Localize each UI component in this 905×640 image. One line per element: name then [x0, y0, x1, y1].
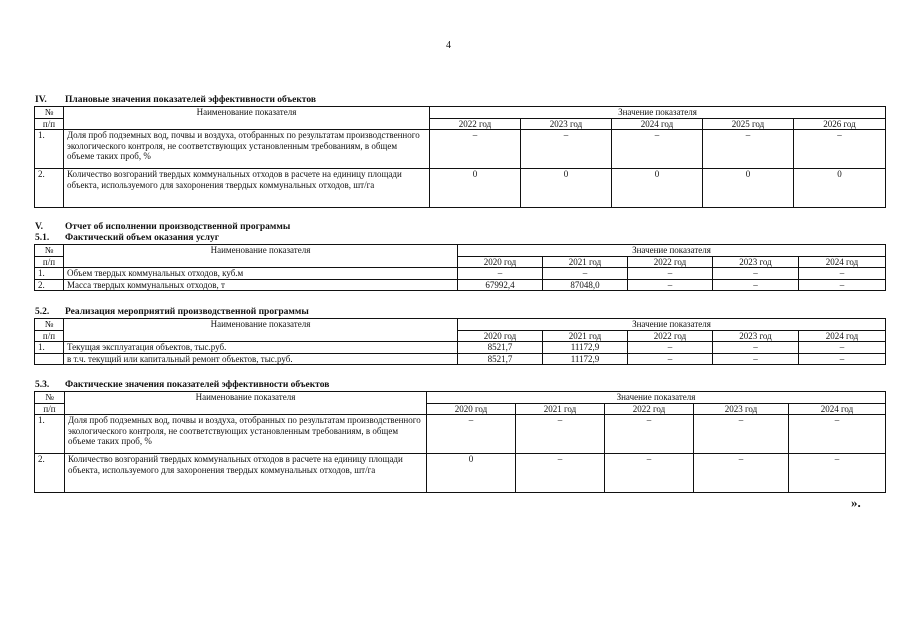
value-cell: – [799, 342, 886, 354]
header-no: № [35, 107, 64, 119]
value-cell: – [713, 268, 799, 280]
row-name: Масса твердых коммунальных отходов, т [64, 279, 458, 291]
value-cell: 11172,9 [543, 342, 628, 354]
header-year: 2021 год [543, 256, 628, 268]
section-5-3-heading [35, 380, 329, 390]
header-name: Наименование показателя [64, 319, 458, 342]
section-title: Реализация мероприятий производственной программы [65, 307, 309, 317]
value-cell: – [516, 454, 605, 493]
row-number: 1. [35, 342, 64, 354]
table-program-measures [34, 318, 886, 365]
header-year: 2020 год [458, 330, 543, 342]
row-number: 2. [35, 169, 64, 208]
value-cell: 87048,0 [543, 279, 628, 291]
table-actual-services [34, 244, 886, 291]
header-year: 2022 год [628, 256, 713, 268]
header-value: Значение показателя [458, 319, 886, 331]
value-cell: 0 [427, 454, 516, 493]
row-name: Количество возгораний твердых коммунальных отходов в расчете на единицу площади объекта, используемого для захоронения твердых коммунальных отходов, шт/га [64, 169, 430, 208]
value-cell: 0 [612, 169, 703, 208]
value-cell: 0 [430, 169, 521, 208]
table-row [35, 279, 886, 291]
value-cell: – [543, 268, 628, 280]
header-year: 2021 год [516, 403, 605, 415]
section-number: IV. [35, 95, 47, 105]
header-year: 2024 год [799, 256, 886, 268]
header-name: Наименование показателя [64, 107, 430, 130]
value-cell: – [713, 279, 799, 291]
header-no: № [35, 392, 65, 404]
header-year: 2023 год [694, 403, 789, 415]
row-number: 1. [35, 268, 64, 280]
value-cell: – [427, 415, 516, 454]
header-year: 2023 год [713, 256, 799, 268]
header-pp: п/п [35, 330, 64, 342]
closing-quote-mark: ». [851, 495, 861, 510]
value-cell: 8521,7 [458, 342, 543, 354]
value-cell: – [713, 353, 799, 365]
section-5-2-heading [35, 307, 309, 317]
row-name: Количество возгораний твердых коммунальных отходов в расчете на единицу площади объекта, используемого для захоронения твердых коммунальных отходов, шт/га [65, 454, 427, 493]
section-title: Фактические значения показателей эффективности объектов [65, 380, 330, 390]
header-year: 2023 год [713, 330, 799, 342]
row-number: 2. [35, 454, 65, 493]
value-cell: – [628, 342, 713, 354]
section-number: 5.2. [35, 307, 50, 317]
value-cell: 11172,9 [543, 353, 628, 365]
header-year: 2024 год [789, 403, 886, 415]
value-cell: 0 [703, 169, 794, 208]
row-name: Доля проб подземных вод, почвы и воздуха, отобранных по результатам производственного экологического контроля, не соответствующих установленным требованиям, в общем объеме таких проб, % [64, 130, 430, 169]
section-title: Фактический объем оказания услуг [65, 233, 220, 243]
value-cell: – [516, 415, 605, 454]
row-number: 1. [35, 415, 65, 454]
value-cell: – [605, 415, 694, 454]
row-name: в т.ч. текущий или капитальный ремонт объектов, тыс.руб. [64, 353, 458, 365]
header-value: Значение показателя [458, 245, 886, 257]
header-year: 2020 год [458, 256, 543, 268]
section-5-1-heading [35, 233, 219, 243]
header-pp: п/п [35, 403, 65, 415]
table-actual-efficiency [34, 391, 886, 493]
section-number: 5.3. [35, 380, 50, 390]
table-row [35, 454, 886, 493]
value-cell: – [628, 268, 713, 280]
header-name: Наименование показателя [64, 245, 458, 268]
section-number: 5.1. [35, 233, 50, 243]
header-year: 2023 год [521, 118, 612, 130]
header-name: Наименование показателя [65, 392, 427, 415]
value-cell: – [789, 415, 886, 454]
header-year: 2024 год [612, 118, 703, 130]
section-title: Отчет об исполнении производственной программы [65, 222, 291, 232]
row-name: Текущая эксплуатация объектов, тыс.руб. [64, 342, 458, 354]
value-cell: – [612, 130, 703, 169]
row-name: Объем твердых коммунальных отходов, куб.м [64, 268, 458, 280]
header-year: 2021 год [543, 330, 628, 342]
value-cell: 67992,4 [458, 279, 543, 291]
header-year: 2024 год [799, 330, 886, 342]
value-cell: – [703, 130, 794, 169]
table-row [35, 130, 886, 169]
value-cell: – [789, 454, 886, 493]
header-year: 2026 год [794, 118, 886, 130]
header-no: № [35, 319, 64, 331]
value-cell: 0 [794, 169, 886, 208]
page-number: 4 [446, 40, 451, 51]
header-year: 2022 год [605, 403, 694, 415]
header-year: 2025 год [703, 118, 794, 130]
row-number [35, 353, 64, 365]
value-cell: – [430, 130, 521, 169]
row-number: 2. [35, 279, 64, 291]
header-year: 2020 год [427, 403, 516, 415]
value-cell: – [694, 454, 789, 493]
header-value: Значение показателя [427, 392, 886, 404]
header-pp: п/п [35, 256, 64, 268]
value-cell: – [628, 279, 713, 291]
row-name: Доля проб подземных вод, почвы и воздуха, отобранных по результатам производственного экологического контроля, не соответствующих установленным требованиям, в общем объеме таких проб, % [65, 415, 427, 454]
value-cell: – [605, 454, 694, 493]
table-row [35, 342, 886, 354]
value-cell: 0 [521, 169, 612, 208]
value-cell: – [521, 130, 612, 169]
value-cell: – [628, 353, 713, 365]
table-row [35, 169, 886, 208]
value-cell: – [694, 415, 789, 454]
table-planned-efficiency [34, 106, 886, 208]
value-cell: 8521,7 [458, 353, 543, 365]
value-cell: – [794, 130, 886, 169]
header-value: Значение показателя [430, 107, 886, 119]
table-row [35, 415, 886, 454]
header-year: 2022 год [430, 118, 521, 130]
row-number: 1. [35, 130, 64, 169]
header-pp: п/п [35, 118, 64, 130]
value-cell: – [799, 268, 886, 280]
section-title: Плановые значения показателей эффективности объектов [65, 95, 316, 105]
section-iv-heading [35, 95, 316, 105]
header-no: № [35, 245, 64, 257]
value-cell: – [713, 342, 799, 354]
header-year: 2022 год [628, 330, 713, 342]
value-cell: – [799, 279, 886, 291]
table-row [35, 268, 886, 280]
section-v-heading [35, 222, 290, 232]
value-cell: – [799, 353, 886, 365]
section-number: V. [35, 222, 44, 232]
table-row [35, 353, 886, 365]
value-cell: – [458, 268, 543, 280]
